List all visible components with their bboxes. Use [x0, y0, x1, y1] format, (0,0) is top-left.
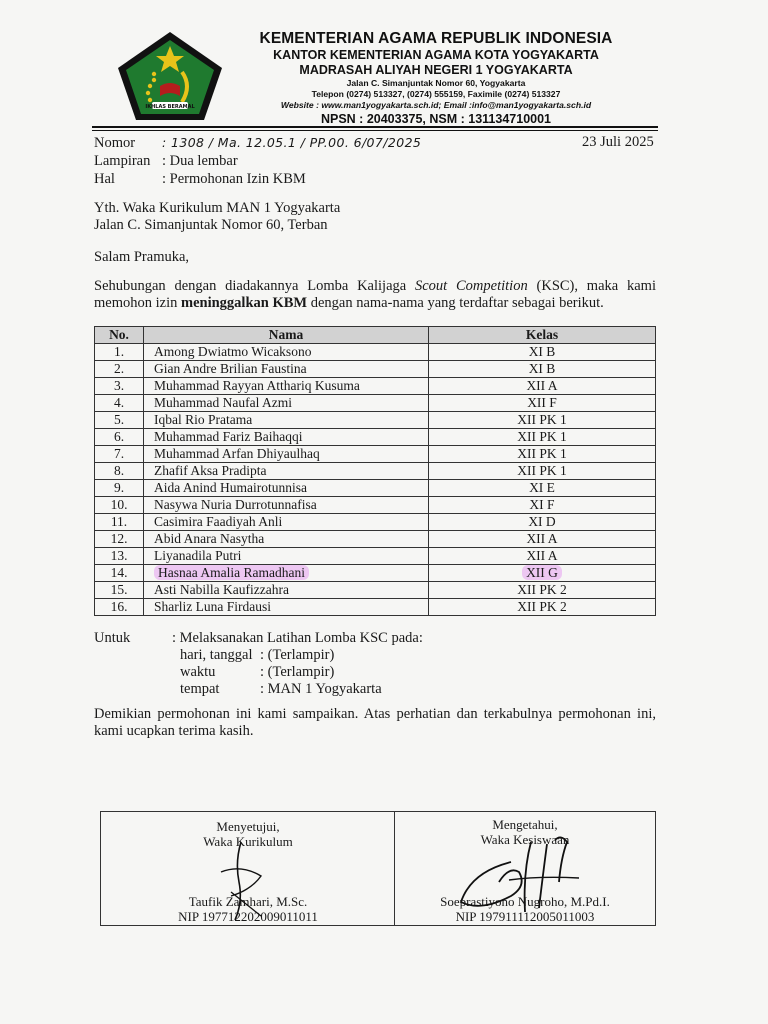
letter-meta	[94, 134, 421, 188]
waktu-row	[180, 664, 334, 681]
letterhead-rule-thick	[92, 126, 658, 128]
student-class: XI D	[528, 514, 556, 529]
hari-label: hari, tanggal	[180, 647, 253, 663]
right-title: Waka Kesiswaan	[480, 832, 570, 847]
student-name: Muhammad Naufal Azmi	[154, 395, 292, 410]
cell-kelas	[429, 446, 656, 463]
cell-nama	[144, 582, 429, 599]
signature-divider	[394, 812, 395, 925]
left-title: Waka Kurikulum	[203, 834, 293, 849]
letterhead	[236, 30, 636, 127]
student-class: XII PK 1	[517, 446, 567, 461]
cell-nama	[144, 395, 429, 412]
addressee-line2: Jalan C. Simanjuntak Nomor 60, Terban	[94, 217, 328, 233]
student-class: XII PK 2	[517, 582, 567, 597]
cell-kelas	[429, 599, 656, 616]
student-name: Iqbal Rio Pratama	[154, 412, 253, 427]
header-nama: Nama	[144, 327, 429, 344]
nomor-value: : 1308 / Ma. 12.05.1 / PP.00. 6/07/2025	[162, 135, 422, 150]
addressee-line1: Yth. Waka Kurikulum MAN 1 Yogyakarta	[94, 200, 341, 216]
cell-kelas	[429, 514, 656, 531]
cell-kelas	[429, 565, 656, 582]
cell-no: 7.	[95, 446, 144, 463]
cell-no: 14.	[95, 565, 144, 582]
cell-no: 2.	[95, 361, 144, 378]
table-row	[95, 514, 656, 531]
right-acknowledge: Mengetahui,	[492, 817, 558, 832]
student-table	[94, 326, 656, 616]
letterhead-phone: Telepon (0274) 513327, (0274) 555159, Faximile (0274) 513327	[311, 89, 561, 99]
table-row	[95, 565, 656, 582]
student-name: Casimira Faadiyah Anli	[154, 514, 283, 529]
table-header-row	[95, 327, 656, 344]
student-name: Gian Andre Brilian Faustina	[154, 361, 307, 376]
student-name: Hasnaa Amalia Ramadhani	[154, 565, 309, 580]
cell-kelas	[429, 429, 656, 446]
cell-no: 15.	[95, 582, 144, 599]
intro-bold: meninggalkan KBM	[181, 295, 308, 311]
cell-nama	[144, 565, 429, 582]
hari-row	[180, 647, 334, 664]
student-name: Among Dwiatmo Wicaksono	[154, 344, 312, 359]
table-row	[95, 344, 656, 361]
waktu-label: waktu	[180, 664, 216, 680]
cell-kelas	[429, 412, 656, 429]
student-class: XI B	[528, 344, 556, 359]
cell-nama	[144, 463, 429, 480]
cell-kelas	[429, 582, 656, 599]
cell-kelas	[429, 463, 656, 480]
cell-no: 10.	[95, 497, 144, 514]
hal-value: : Permohonan Izin KBM	[162, 171, 306, 187]
letterhead-address: Jalan C. Simanjuntak Nomor 60, Yogyakarta	[346, 78, 526, 88]
student-class: XII G	[522, 565, 562, 580]
untuk-text: : Melaksanakan Latihan Lomba KSC pada:	[172, 630, 423, 646]
hal-label: Hal	[94, 171, 115, 187]
cell-no: 16.	[95, 599, 144, 616]
table-row	[95, 412, 656, 429]
cell-kelas	[429, 531, 656, 548]
intro-part2: (KSC), maka kami memohon izin	[94, 278, 656, 311]
student-name: Abid Anara Nasytha	[154, 531, 265, 546]
cell-kelas	[429, 395, 656, 412]
waktu-value: : (Terlampir)	[260, 664, 335, 680]
student-class: XII PK 1	[517, 463, 567, 478]
intro-part1: Sehubungan dengan diadakannya Lomba Kalijaga	[94, 278, 415, 294]
cell-nama	[144, 497, 429, 514]
cell-no: 3.	[95, 378, 144, 395]
cell-no: 12.	[95, 531, 144, 548]
table-row	[95, 497, 656, 514]
student-name: Sharliz Luna Firdausi	[154, 599, 271, 614]
untuk-label: Untuk	[94, 630, 131, 646]
table-row	[95, 599, 656, 616]
cell-nama	[144, 378, 429, 395]
closing-paragraph: Demikian permohonan ini kami sampaikan. Atas perhatian dan terkabulnya permohonan ini, kami ucapkan terima kasih.	[94, 706, 656, 739]
letterhead-website: Website : www.man1yogyakarta.sch.id; Email :info@man1yogyakarta.sch.id	[280, 100, 592, 110]
table-row	[95, 548, 656, 565]
left-nip: NIP 197712202009011011	[178, 909, 318, 924]
cell-kelas	[429, 344, 656, 361]
cell-nama	[144, 344, 429, 361]
table-row	[95, 361, 656, 378]
right-name: Soeprastiyono Nugroho, M.Pd.I.	[440, 894, 610, 909]
table-row	[95, 463, 656, 480]
student-class: XII F	[527, 395, 557, 410]
header-kelas: Kelas	[429, 327, 656, 344]
cell-nama	[144, 429, 429, 446]
student-class: XII PK 2	[517, 599, 567, 614]
intro-part3: dengan nama-nama yang terdaftar sebagai berikut.	[307, 295, 604, 311]
student-name: Muhammad Arfan Dhiyaulhaq	[154, 446, 320, 461]
cell-nama	[144, 480, 429, 497]
cell-kelas	[429, 480, 656, 497]
letterhead-rule-thin	[92, 130, 658, 131]
cell-nama	[144, 548, 429, 565]
cell-no: 9.	[95, 480, 144, 497]
letterhead-npsn: NPSN : 20403375, NSM : 131134710001	[320, 112, 552, 126]
student-class: XII A	[526, 531, 558, 546]
right-nip: NIP 197911112005011003	[455, 909, 595, 924]
student-name: Aida Anind Humairotunnisa	[154, 480, 307, 495]
cell-no: 13.	[95, 548, 144, 565]
student-class: XI B	[528, 361, 556, 376]
student-class: XI E	[529, 480, 555, 495]
student-class: XI F	[529, 497, 555, 512]
tempat-label: tempat	[180, 681, 220, 697]
cell-no: 6.	[95, 429, 144, 446]
intro-paragraph	[94, 278, 656, 312]
table-row	[95, 395, 656, 412]
table-row	[95, 429, 656, 446]
cell-no: 5.	[95, 412, 144, 429]
cell-kelas	[429, 378, 656, 395]
header-no: No.	[95, 327, 144, 344]
letterhead-office: KANTOR KEMENTERIAN AGAMA KOTA YOGYAKARTA	[273, 48, 599, 62]
table-row	[95, 378, 656, 395]
table-row	[95, 446, 656, 463]
letterhead-ministry: KEMENTERIAN AGAMA REPUBLIK INDONESIA	[259, 30, 613, 47]
intro-italic: Scout Competition	[415, 278, 528, 294]
left-signature-icon	[201, 832, 291, 922]
cell-no: 11.	[95, 514, 144, 531]
cell-kelas	[429, 548, 656, 565]
left-approval: Menyetujui,	[216, 819, 280, 834]
cell-nama	[144, 531, 429, 548]
nomor-label: Nomor	[94, 135, 136, 151]
cell-no: 4.	[95, 395, 144, 412]
table-row	[95, 480, 656, 497]
cell-no: 8.	[95, 463, 144, 480]
student-name: Asti Nabilla Kaufizzahra	[154, 582, 289, 597]
ministry-emblem-icon	[110, 28, 230, 124]
tempat-value: : MAN 1 Yogyakarta	[260, 681, 382, 697]
letter-date: 23 Juli 2025	[582, 134, 654, 150]
cell-nama	[144, 361, 429, 378]
hari-value: : (Terlampir)	[260, 647, 335, 663]
student-class: XII PK 1	[517, 429, 567, 444]
student-name: Muhammad Fariz Baihaqqi	[154, 429, 303, 444]
left-name: Taufik Zamhari, M.Sc.	[188, 894, 308, 909]
tempat-row	[180, 681, 382, 698]
svg-text:IKHLAS BERAMAL: IKHLAS BERAMAL	[145, 104, 195, 110]
addressee	[94, 200, 340, 234]
cell-nama	[144, 412, 429, 429]
letterhead-school: MADRASAH ALIYAH NEGERI 1 YOGYAKARTA	[299, 63, 573, 77]
student-name: Liyanadila Putri	[154, 548, 242, 563]
student-name: Muhammad Rayyan Atthariq Kusuma	[154, 378, 360, 393]
cell-nama	[144, 514, 429, 531]
student-class: XII PK 1	[517, 412, 567, 427]
student-class: XII A	[526, 548, 558, 563]
student-class: XII A	[526, 378, 558, 393]
student-name: Nasywa Nuria Durrotunnafisa	[154, 497, 317, 512]
cell-nama	[144, 446, 429, 463]
greeting: Salam Pramuka,	[94, 249, 190, 265]
student-name: Zhafif Aksa Pradipta	[154, 463, 267, 478]
cell-nama	[144, 599, 429, 616]
right-signature-icon	[451, 832, 591, 924]
cell-no: 1.	[95, 344, 144, 361]
table-row	[95, 531, 656, 548]
lampiran-label: Lampiran	[94, 153, 151, 169]
cell-kelas	[429, 361, 656, 378]
table-row	[95, 582, 656, 599]
signature-box	[100, 811, 656, 926]
lampiran-value: : Dua lembar	[162, 153, 238, 169]
cell-kelas	[429, 497, 656, 514]
